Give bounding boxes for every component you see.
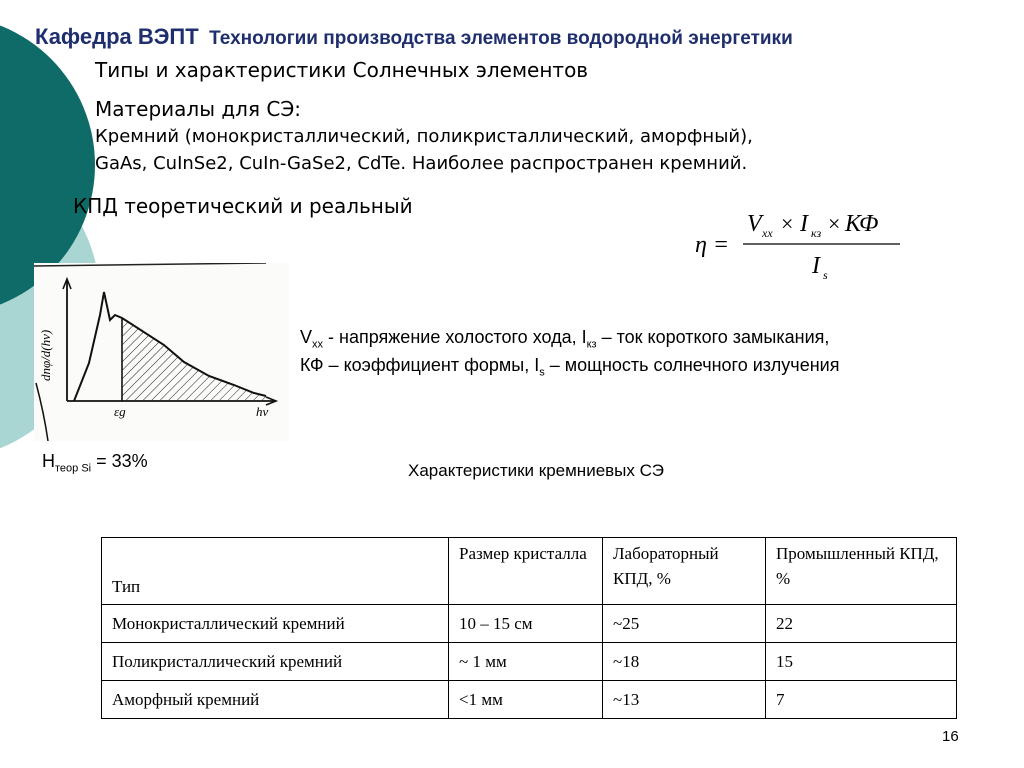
cell-size: ~ 1 мм (449, 643, 603, 681)
materials-text-1: Кремний (монокристаллический, поликристаллический, аморфный), (95, 126, 753, 147)
department-title: Кафедра ВЭПТ (35, 24, 199, 49)
table-row (102, 605, 957, 643)
legend-line-2 (300, 355, 839, 379)
legend-is-sub: s (539, 366, 545, 379)
cell-type: Монокристаллический кремний (102, 605, 449, 643)
legend-text-2b: – мощность солнечного излучения (544, 355, 840, 375)
formula-den: I (812, 253, 820, 279)
formula-lhs: η = (695, 232, 730, 258)
cell-size: <1 мм (449, 681, 603, 719)
topic-title: Типы и характеристики Солнечных элементов (95, 58, 589, 82)
table-caption: Характеристики кремниевых СЭ (408, 461, 664, 480)
formula-v-sub: xx (762, 226, 773, 240)
efficiency-formula (695, 207, 905, 285)
cell-type: Аморфный кремний (102, 681, 449, 719)
materials-text-2: GaAs, CuInSe2, CuIn-GaSe2, CdTe. Наиболее распространен кремний. (95, 153, 748, 174)
eta-value: = 33% (91, 451, 148, 471)
cell-industrial: 22 (766, 605, 957, 643)
cell-industrial: 7 (766, 681, 957, 719)
header-crystal-size: Размер кристалла (449, 538, 603, 605)
legend-v: V (300, 327, 313, 347)
formula-den-sub: s (823, 268, 828, 282)
eta-main: Н (42, 451, 55, 471)
header-lab-efficiency: Лабораторный КПД, % (603, 538, 766, 605)
cell-lab: ~25 (603, 605, 766, 643)
legend-line-1 (300, 327, 829, 351)
formula-i: I (800, 211, 808, 237)
cell-industrial: 15 (766, 643, 957, 681)
formula-i-sub: кз (811, 226, 822, 240)
table-row (102, 681, 957, 719)
cell-type: Поликристаллический кремний (102, 643, 449, 681)
formula-times-2: × (828, 211, 841, 236)
efficiency-heading: КПД теоретический и реальный (73, 194, 413, 218)
formula-v: V (747, 211, 762, 237)
subject-title: Технологии производства элементов водородной энергетики (209, 28, 793, 49)
eta-sub: теор Si (55, 462, 92, 475)
cropped-curve (36, 383, 48, 441)
page-number: 16 (942, 728, 959, 745)
header-industrial-efficiency: Промышленный КПД, % (766, 538, 957, 605)
y-axis-label: dnφ/d(hν) (38, 329, 53, 381)
legend-text-1b: – ток короткого замыкания, (596, 327, 830, 347)
legend-v-sub: xx (312, 338, 324, 351)
materials-heading: Материалы для СЭ: (95, 97, 302, 121)
table-row (102, 643, 957, 681)
graph-top-border (34, 263, 266, 266)
legend-text-1a: - напряжение холостого хода, I (323, 327, 587, 347)
silicon-cells-table (101, 537, 957, 719)
slide-header (35, 24, 793, 50)
cell-size: 10 – 15 см (449, 605, 603, 643)
spectral-graph (34, 263, 289, 441)
theoretical-efficiency (42, 451, 148, 475)
legend-i-sub: кз (586, 338, 597, 351)
eg-label: εg (114, 404, 126, 419)
formula-times-1: × (781, 211, 794, 236)
table-header-row (102, 538, 957, 605)
formula-kf: КФ (845, 211, 879, 237)
cell-lab: ~13 (603, 681, 766, 719)
cell-lab: ~18 (603, 643, 766, 681)
legend-text-2a: КФ – коэффициент формы, I (300, 355, 540, 375)
header-type: Тип (102, 538, 449, 605)
hv-label: hν (256, 404, 269, 419)
